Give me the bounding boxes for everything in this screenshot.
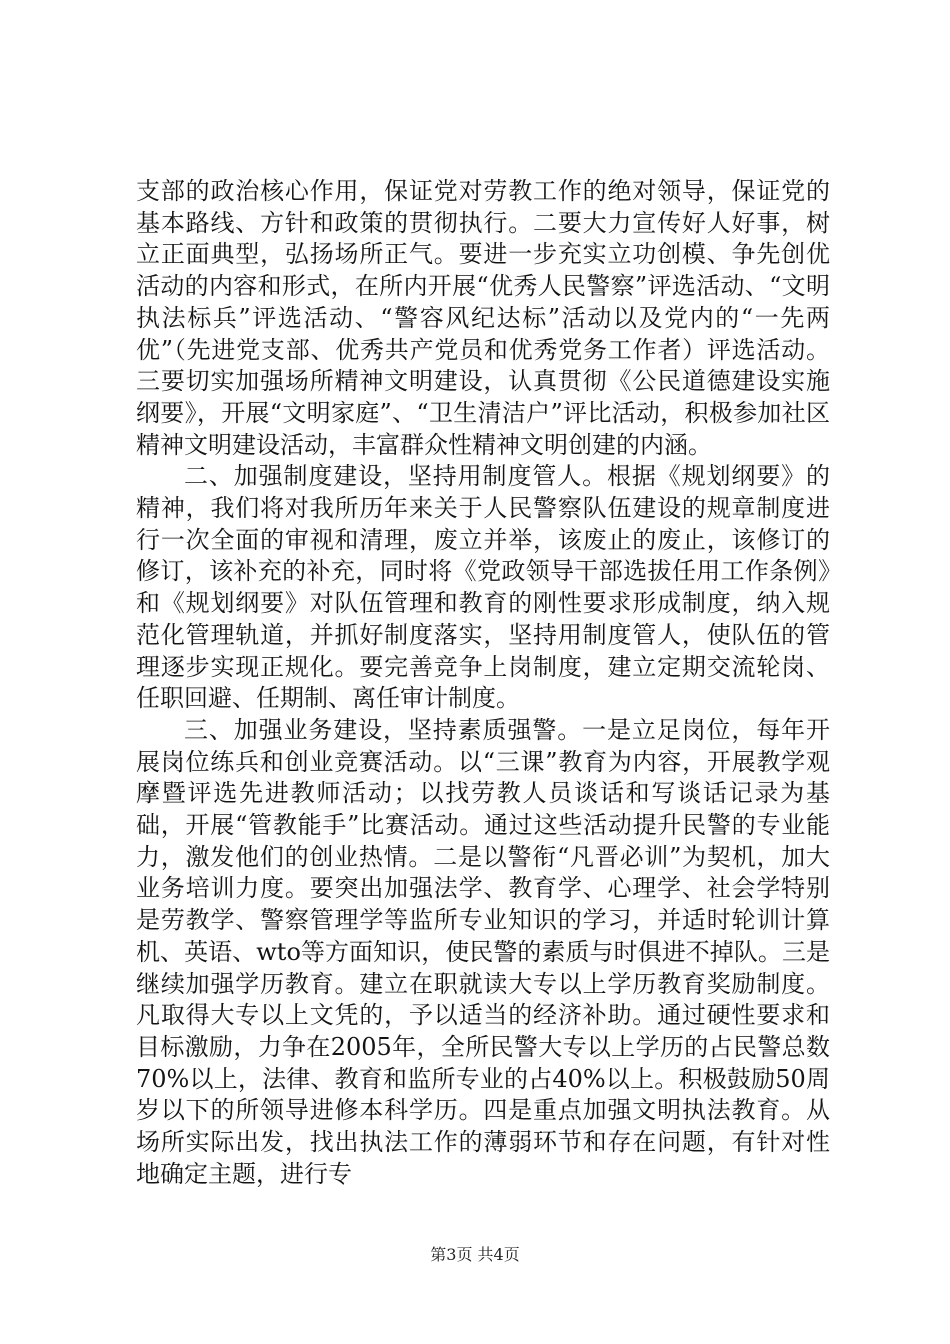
page-number: 第3页 共4页 (430, 1245, 520, 1264)
paragraph-section-two: 二、加强制度建设，坚持用制度管人。根据《规划纲要》的精神，我们将对我所历年来关于人民警察队伍建设的规章制度进行一次全面的审视和清理，废立并举，该废止的废止，该修订的修订，该补充的补充，同时将《党政领导干部选拔任用工作条例》和《规划纲要》对队伍管理和教育的刚性要求形成制度，纳入规范化管理轨道，并抓好制度落实，坚持用制度管人，使队伍的管理逐步实现正规化。要完善竞争上岗制度，建立定期交流轮岗、任职回避、任期制、离任审计制度。 (136, 462, 830, 713)
paragraph-continuation: 支部的政治核心作用，保证党对劳教工作的绝对领导，保证党的基本路线、方针和政策的贯彻执行。二要大力宣传好人好事，树立正面典型，弘扬场所正气。要进一步充实立功创模、争先创优活动的内容和形式，在所内开展“优秀人民警察”评选活动、“文明执法标兵”评选活动、“警容风纪达标”活动以及党内的“一先两优”（先进党支部、优秀共产党员和优秀党务工作者）评选活动。三要切实加强场所精神文明建设，认真贯彻《公民道德建设实施纲要》，开展“文明家庭”、“卫生清洁户”评比活动，积极参加社区精神文明建设活动，丰富群众性精神文明创建的内涵。 (136, 177, 830, 459)
document-body (136, 176, 830, 1191)
paragraph-section-three: 三、加强业务建设，坚持素质强警。一是立足岗位，每年开展岗位练兵和创业竞赛活动。以“三课”教育为内容，开展教学观摩暨评选先进教师活动；以找劳教人员谈话和写谈话记录为基础，开展“管教能手”比赛活动。通过这些活动提升民警的专业能力，激发他们的创业热情。二是以警衔“凡晋必训”为契机，加大业务培训力度。要突出加强法学、教育学、心理学、社会学特别是劳教学、警察管理学等监所专业知识的学习，并适时轮训计算机、英语、wto等方面知识，使民警的素质与时俱进不掉队。三是继续加强学历教育。建立在职就读大专以上学历教育奖励制度。凡取得大专以上文凭的，予以适当的经济补助。通过硬性要求和目标激励，力争在2005年，全所民警大专以上学历的占民警总数70%以上，法律、教育和监所专业的占40%以上。积极鼓励50周岁以下的所领导进修本科学历。四是重点加强文明执法教育。从场所实际出发，找出执法工作的薄弱环节和存在问题，有针对性地确定主题，进行专 (136, 715, 830, 1188)
